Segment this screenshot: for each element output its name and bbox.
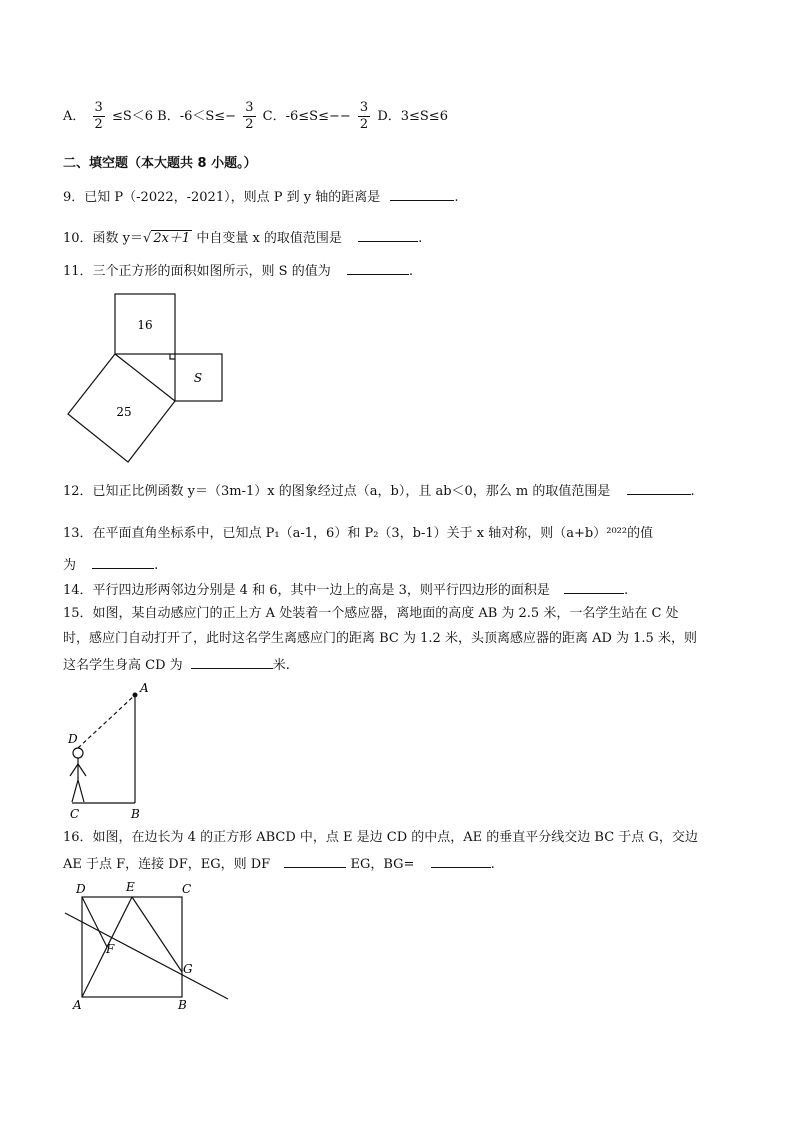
segment-eg bbox=[132, 897, 182, 972]
label-b: B bbox=[131, 807, 140, 821]
question-16-blank-1[interactable] bbox=[284, 855, 346, 868]
label-s: S bbox=[193, 371, 203, 385]
question-14: 14．平行四边形两邻边分别是 4 和 6，其中一边上的高是 3，则平行四边形的面积是 . bbox=[63, 583, 629, 598]
label-a: A bbox=[73, 998, 82, 1012]
student-left-arm bbox=[70, 764, 78, 776]
question-9: 9．已知 P（-2022，-2021），则点 P 到 y 轴的距离是 . bbox=[63, 190, 459, 205]
question-10: 10．函数 y＝√ 2x＋1 中自变量 x 的取值范围是 . bbox=[63, 231, 423, 246]
question-16-blank-2[interactable] bbox=[431, 855, 491, 868]
sensor-dot bbox=[133, 693, 138, 698]
label-a: A bbox=[140, 681, 149, 695]
label-e: E bbox=[126, 880, 135, 894]
perpendicular-bisector-fg bbox=[65, 913, 228, 999]
figure-11-squares bbox=[60, 288, 260, 468]
question-16-line-1: 16．如图，在边长为 4 的正方形 ABCD 中，点 E 是边 CD 的中点，AE 的垂直平分线交边 BC 于点 G，交边 bbox=[63, 830, 698, 845]
label-d: D bbox=[68, 732, 78, 746]
label-c: C bbox=[182, 882, 192, 896]
question-15-blank[interactable] bbox=[191, 656, 273, 669]
sqrt-sign: √ bbox=[143, 231, 152, 246]
question-15-line-3: 这名学生身高 CD 为 米. bbox=[63, 658, 290, 673]
question-9-blank[interactable] bbox=[390, 188, 454, 201]
dashed-line-da bbox=[78, 695, 135, 748]
label-25: 25 bbox=[116, 405, 132, 419]
q8-option-a-fraction: $\frac{3}{2}$ bbox=[94, 100, 103, 132]
question-16-line-2: AE 于点 F，连接 DF，EG，则 DF EG，BG= . bbox=[63, 857, 495, 872]
square-abcd bbox=[82, 897, 182, 997]
question-13-line-2: 为 . bbox=[63, 558, 159, 573]
q8-option-d-label: D．3≤S≤6 bbox=[377, 109, 448, 124]
question-13-line-1: 13．在平面直角坐标系中，已知点 P₁（a-1，6）和 P₂（3，b-1）关于 x 轴对称，则（a+b）²⁰²²的值 bbox=[63, 526, 654, 541]
figure-16-square-abcd bbox=[60, 877, 245, 1012]
q8-option-a-rest: ≤S＜6 bbox=[111, 109, 154, 124]
right-angle-mark bbox=[170, 354, 175, 359]
question-10-prefix: 10．函数 y＝ bbox=[63, 231, 144, 246]
figure-15-sensor-door bbox=[60, 680, 180, 825]
q8-option-b-label: B．-6＜S≤− bbox=[157, 109, 237, 124]
q8-option-c-fraction: $\frac{3}{2}$ bbox=[359, 100, 369, 132]
question-14-blank[interactable] bbox=[564, 581, 624, 594]
question-12-blank[interactable] bbox=[627, 482, 691, 495]
question-10-radicand: 2x＋1 bbox=[153, 231, 191, 246]
question-15-line-1: 15．如图，某自动感应门的正上方 A 处装着一个感应器，离地面的高度 AB 为 2.5 米，一名学生站在 C 处 bbox=[63, 606, 679, 621]
student-right-leg bbox=[78, 780, 84, 802]
question-15-line-2: 时，感应门自动打开了，此时这名学生离感应门的距离 BC 为 1.2 米，头顶离感应器的距离 AD 为 1.5 米，则 bbox=[63, 631, 697, 646]
student-right-arm bbox=[78, 764, 86, 776]
question-11: 11．三个正方形的面积如图所示，则 S 的值为 . bbox=[63, 264, 413, 279]
q8-option-a-label: A． bbox=[63, 109, 86, 124]
q8-option-b-fraction: $\frac{3}{2}$ bbox=[245, 100, 254, 132]
question-12-text: 12．已知正比例函数 y＝（3m-1）x 的图象经过点（a，b），且 ab＜0，那么 m 的取值范围是 bbox=[63, 484, 611, 499]
label-c: C bbox=[70, 807, 80, 821]
label-g: G bbox=[183, 962, 193, 976]
question-12: 12．已知正比例函数 y＝（3m-1）x 的图象经过点（a，b），且 ab＜0，那么 m 的取值范围是 . bbox=[63, 484, 695, 499]
q8-options bbox=[63, 100, 448, 133]
label-f: F bbox=[106, 942, 115, 956]
question-10-blank[interactable] bbox=[358, 229, 418, 242]
question-11-blank[interactable] bbox=[347, 262, 409, 275]
label-d: D bbox=[76, 882, 86, 896]
student-head bbox=[73, 748, 83, 758]
label-b: B bbox=[178, 998, 187, 1012]
section-title: 二、填空题（本大题共 8 小题。） bbox=[63, 156, 257, 171]
label-16: 16 bbox=[137, 318, 153, 332]
question-10-suffix: 中自变量 x 的取值范围是 bbox=[192, 231, 342, 246]
question-14-text: 14．平行四边形两邻边分别是 4 和 6，其中一边上的高是 3，则平行四边形的面积是 bbox=[63, 583, 550, 598]
question-9-text: 9．已知 P（-2022，-2021），则点 P 到 y 轴的距离是 bbox=[63, 190, 381, 205]
question-11-text: 11．三个正方形的面积如图所示，则 S 的值为 bbox=[63, 264, 331, 279]
segment-df bbox=[82, 897, 107, 947]
q8-option-c-label: C．-6≤S≤−− bbox=[262, 109, 351, 124]
question-13-blank[interactable] bbox=[92, 556, 154, 569]
student-left-leg bbox=[72, 780, 78, 802]
